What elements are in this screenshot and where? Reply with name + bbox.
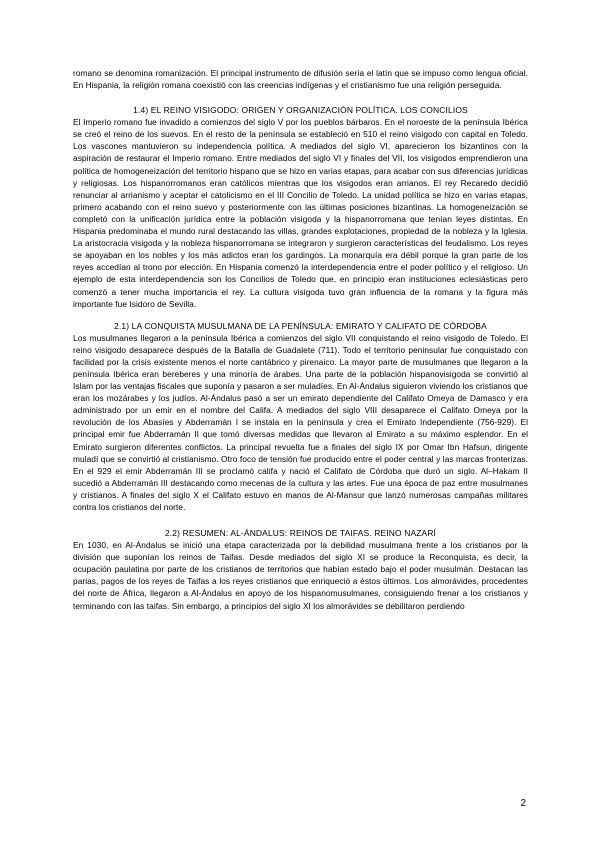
section-heading-visigodo: 1.4) EL REINO VISIGODO: ORIGEN Y ORGANIZACIÓN POLÍTICA. LOS CONCILIOS (133, 105, 468, 116)
section-heading-conquista: 2.1) LA CONQUISTA MUSULMANA DE LA PENÍNSULA: EMIRATO Y CALIFATO DE CÓRDOBA (114, 320, 487, 331)
page-number: 2 (520, 798, 526, 809)
section-text-visigodo: El Imperio romano fue invadido a comienzos del siglo V por los pueblos bárbaros. En el noroeste de la península Ibérica se creó el reino de los suevos. En el resto de la península se estableció en 510 el reino visigodo con capital en Toledo. Los vascones mantuvieron su independencia política. A mediados del siglo VI, aparecieron los bizantinos con la aspiración de restaurar el Imperio romano. Entre mediados del siglo VI y finales del VII, los visigodos emprendieron una política de homogeneización del territorio hispano que se hizo en varias etapas, para acabar con sus diferencias jurídicas y religiosas. Los hispanorromanos eran católicos mientras que los visigodos eran arrianos. El rey Recaredo decidió renunciar al arrianismo y aceptar el catolicismo en el III Concilio de Toledo. La unidad política se hizo en varias etapas, primero acabando con el reino suevo y posteriormente con las últimas posiciones bizantinas. La homogeneización se completó con la unificación jurídica entre la población visigoda y la hispanorromana que tenían leyes distintas. En Hispania predominaba el mundo rural destacando las villas, grandes explotaciones, propiedad de la nobleza y la Iglesia. La aristocracia visigoda y la nobleza hispanorromana se integraron y surgieron características del feudalismo. Los reyes se apoyaban en los nobles y los más adictos eran los gardingos. La monarquía era débil porque la gran parte de los reyes accedían al trono por elección. En Hispania comenzó la interdependencia entre el poder político y el religioso. Un ejemplo de esta interdependencia son los Concilios de Toledo que, en principio eran instituciones eclesiásticas pero comenzó a tener mucha importancia el rey. La cultura visigoda tuvo gran influencia de la romana y la figura más importante fue Isidoro de Sevilla. (73, 117, 528, 309)
section-text-conquista: Los musulmanes llegaron a la península Ibérica a comienzos del siglo VII conquistando el reino visigodo de Toledo. El reino visigodo desaparece después de la Batalla de Guadalete (711). Todo el territorio peninsular fue conquistado con facilidad por la crisis existente menos el norte cantábrico y pirenaico. La mayor parte de musulmanes que llegaron a la península Ibérica eran bereberes y una minoría de árabes. Una parte de la población hispanovisigoda se convirtió al Islam por las ventajas fiscales que suponía y pasaron a ser muladíes. En Al-Ándalus siguieron viviendo los cristianos que eran los mozárabes y los judíos. Al-Ándalus pasó a ser un emirato dependiente del Califato Omeya de Damasco y era administrado por un emir en el nombre del Califa. A mediados del siglo VIII desaparece el Califato Omeya por la revolución de los Abasíes y Abderramán I se instala en la península y crea el Emirato Independiente (756-929). El principal emir fue Abderramán II que tomó diversas medidas que llevaron al Emirato a su máximo esplendor. En el Emirato surgieron diferentes conflictos. La principal revuelta fue a finales del siglo IX por Omar Ibn Hafsun, dirigente muladí que se convirtió al cristianismo. Otro foco de tensión fue producido entre el poder central y las marcas fronterizas. En el 929 el emir Abderramán III se proclamó califa y nació el Califato de Córdoba que duró un siglo. Al–Hakam II sucedió a Abderramán III destacando como mecenas de la cultura y las artes. Fue una época de paz entre musulmanes y cristianos. A finales del siglo X el Califato estuvo en manos de Al-Mansur que lanzó numerosas campañas militares contra los cristianos del norte. (73, 332, 528, 512)
section-text-taifas: En 1030, en Al-Ándalus se inició una etapa caracterizada por la debilidad musulmana frente a los cristianos por la división que suponían los reinos de Taifas. Desde mediados del siglo XI se produce la Reconquista, es decir, la ocupación paulatina por parte de los cristianos de territorios que habían estado bajo el poder musulmán. Destacan las parias, pagos de los reyes de Taifas a los reyes cristianos que enriqueció a éstos últimos. Los almorávides, procedentes del norte de África, llegaron a Al-Ándalus en apoyo de los hispanomusulmanes, consiguiendo frenar a los cristianos y terminando con las taifas. Sin embargo, a principios del siglo XI los almorávides se debilitaron perdiendo (73, 540, 528, 611)
intro-paragraph: romano se denomina romanización. El principal instrumento de difusión sería el latín que se impuso como lengua oficial. En Hispania, la religión romana coexistió con las creencias indígenas y el cristianismo fue una religión perseguida. (73, 68, 528, 91)
document-page (73, 67, 528, 612)
section-heading-taifas: 2.2) RESUMEN: AL-ÁNDALUS: REINOS DE TAIFAS. REINO NAZARÍ (164, 528, 437, 539)
